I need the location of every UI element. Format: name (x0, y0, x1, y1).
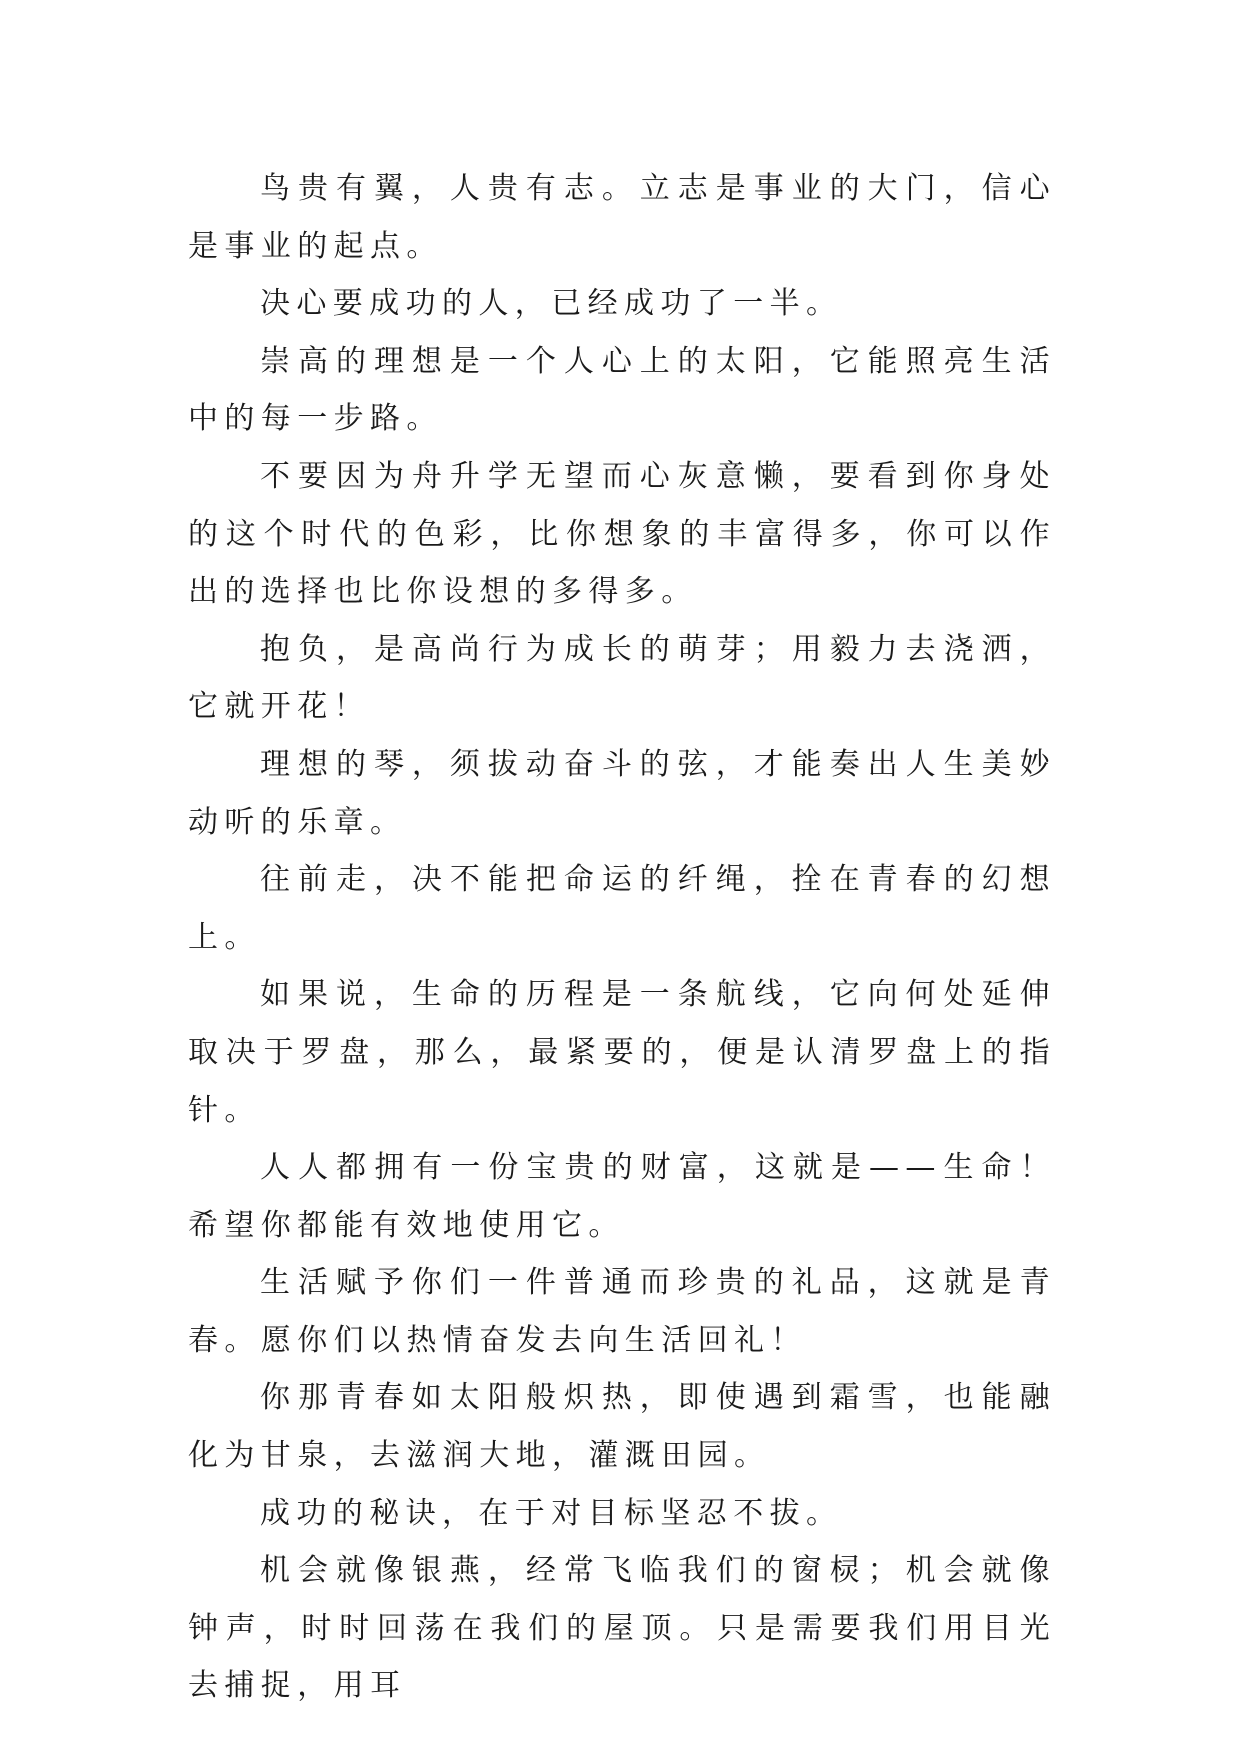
paragraph: 成功的秘诀，在于对目标坚忍不拔。 (260, 1495, 843, 1531)
paragraph: 人人都拥有一份宝贵的财富，这就是——生命！希望你都能有效地使用它。 (188, 1150, 1056, 1243)
paragraph: 如果说，生命的历程是一条航线，它向何处延伸取决于罗盘，那么，最紧要的，便是认清罗盘上的指针。 (188, 977, 1056, 1128)
paragraph: 生活赋予你们一件普通而珍贵的礼品，这就是青春。愿你们以热情奋发去向生活回礼！ (188, 1265, 1056, 1358)
document-body (188, 160, 1056, 1715)
paragraph: 鸟贵有翼，人贵有志。立志是事业的大门，信心是事业的起点。 (188, 171, 1056, 264)
paragraph: 你那青春如太阳般炽热，即使遇到霜雪，也能融化为甘泉，去滋润大地，灌溉田园。 (188, 1380, 1056, 1474)
paragraph: 不要因为舟升学无望而心灰意懒，要看到你身处的这个时代的色彩，比你想象的丰富得多，你可以作出的选择也比你设想的多得多。 (188, 458, 1056, 610)
paragraph: 崇高的理想是一个人心上的太阳，它能照亮生活中的每一步路。 (188, 343, 1056, 437)
paragraph: 决心要成功的人，已经成功了一半。 (260, 286, 843, 322)
paragraph: 抱负，是高尚行为成长的萌芽；用毅力去浇洒，它就开花！ (188, 631, 1056, 725)
paragraph: 往前走，决不能把命运的纤绳，拴在青春的幻想上。 (188, 862, 1056, 955)
paragraph: 机会就像银燕，经常飞临我们的窗棂；机会就像钟声，时时回荡在我们的屋顶。只是需要我们用目光去捕捉，用耳 (188, 1553, 1056, 1704)
paragraph: 理想的琴，须拔动奋斗的弦，才能奏出人生美妙动听的乐章。 (188, 746, 1056, 840)
